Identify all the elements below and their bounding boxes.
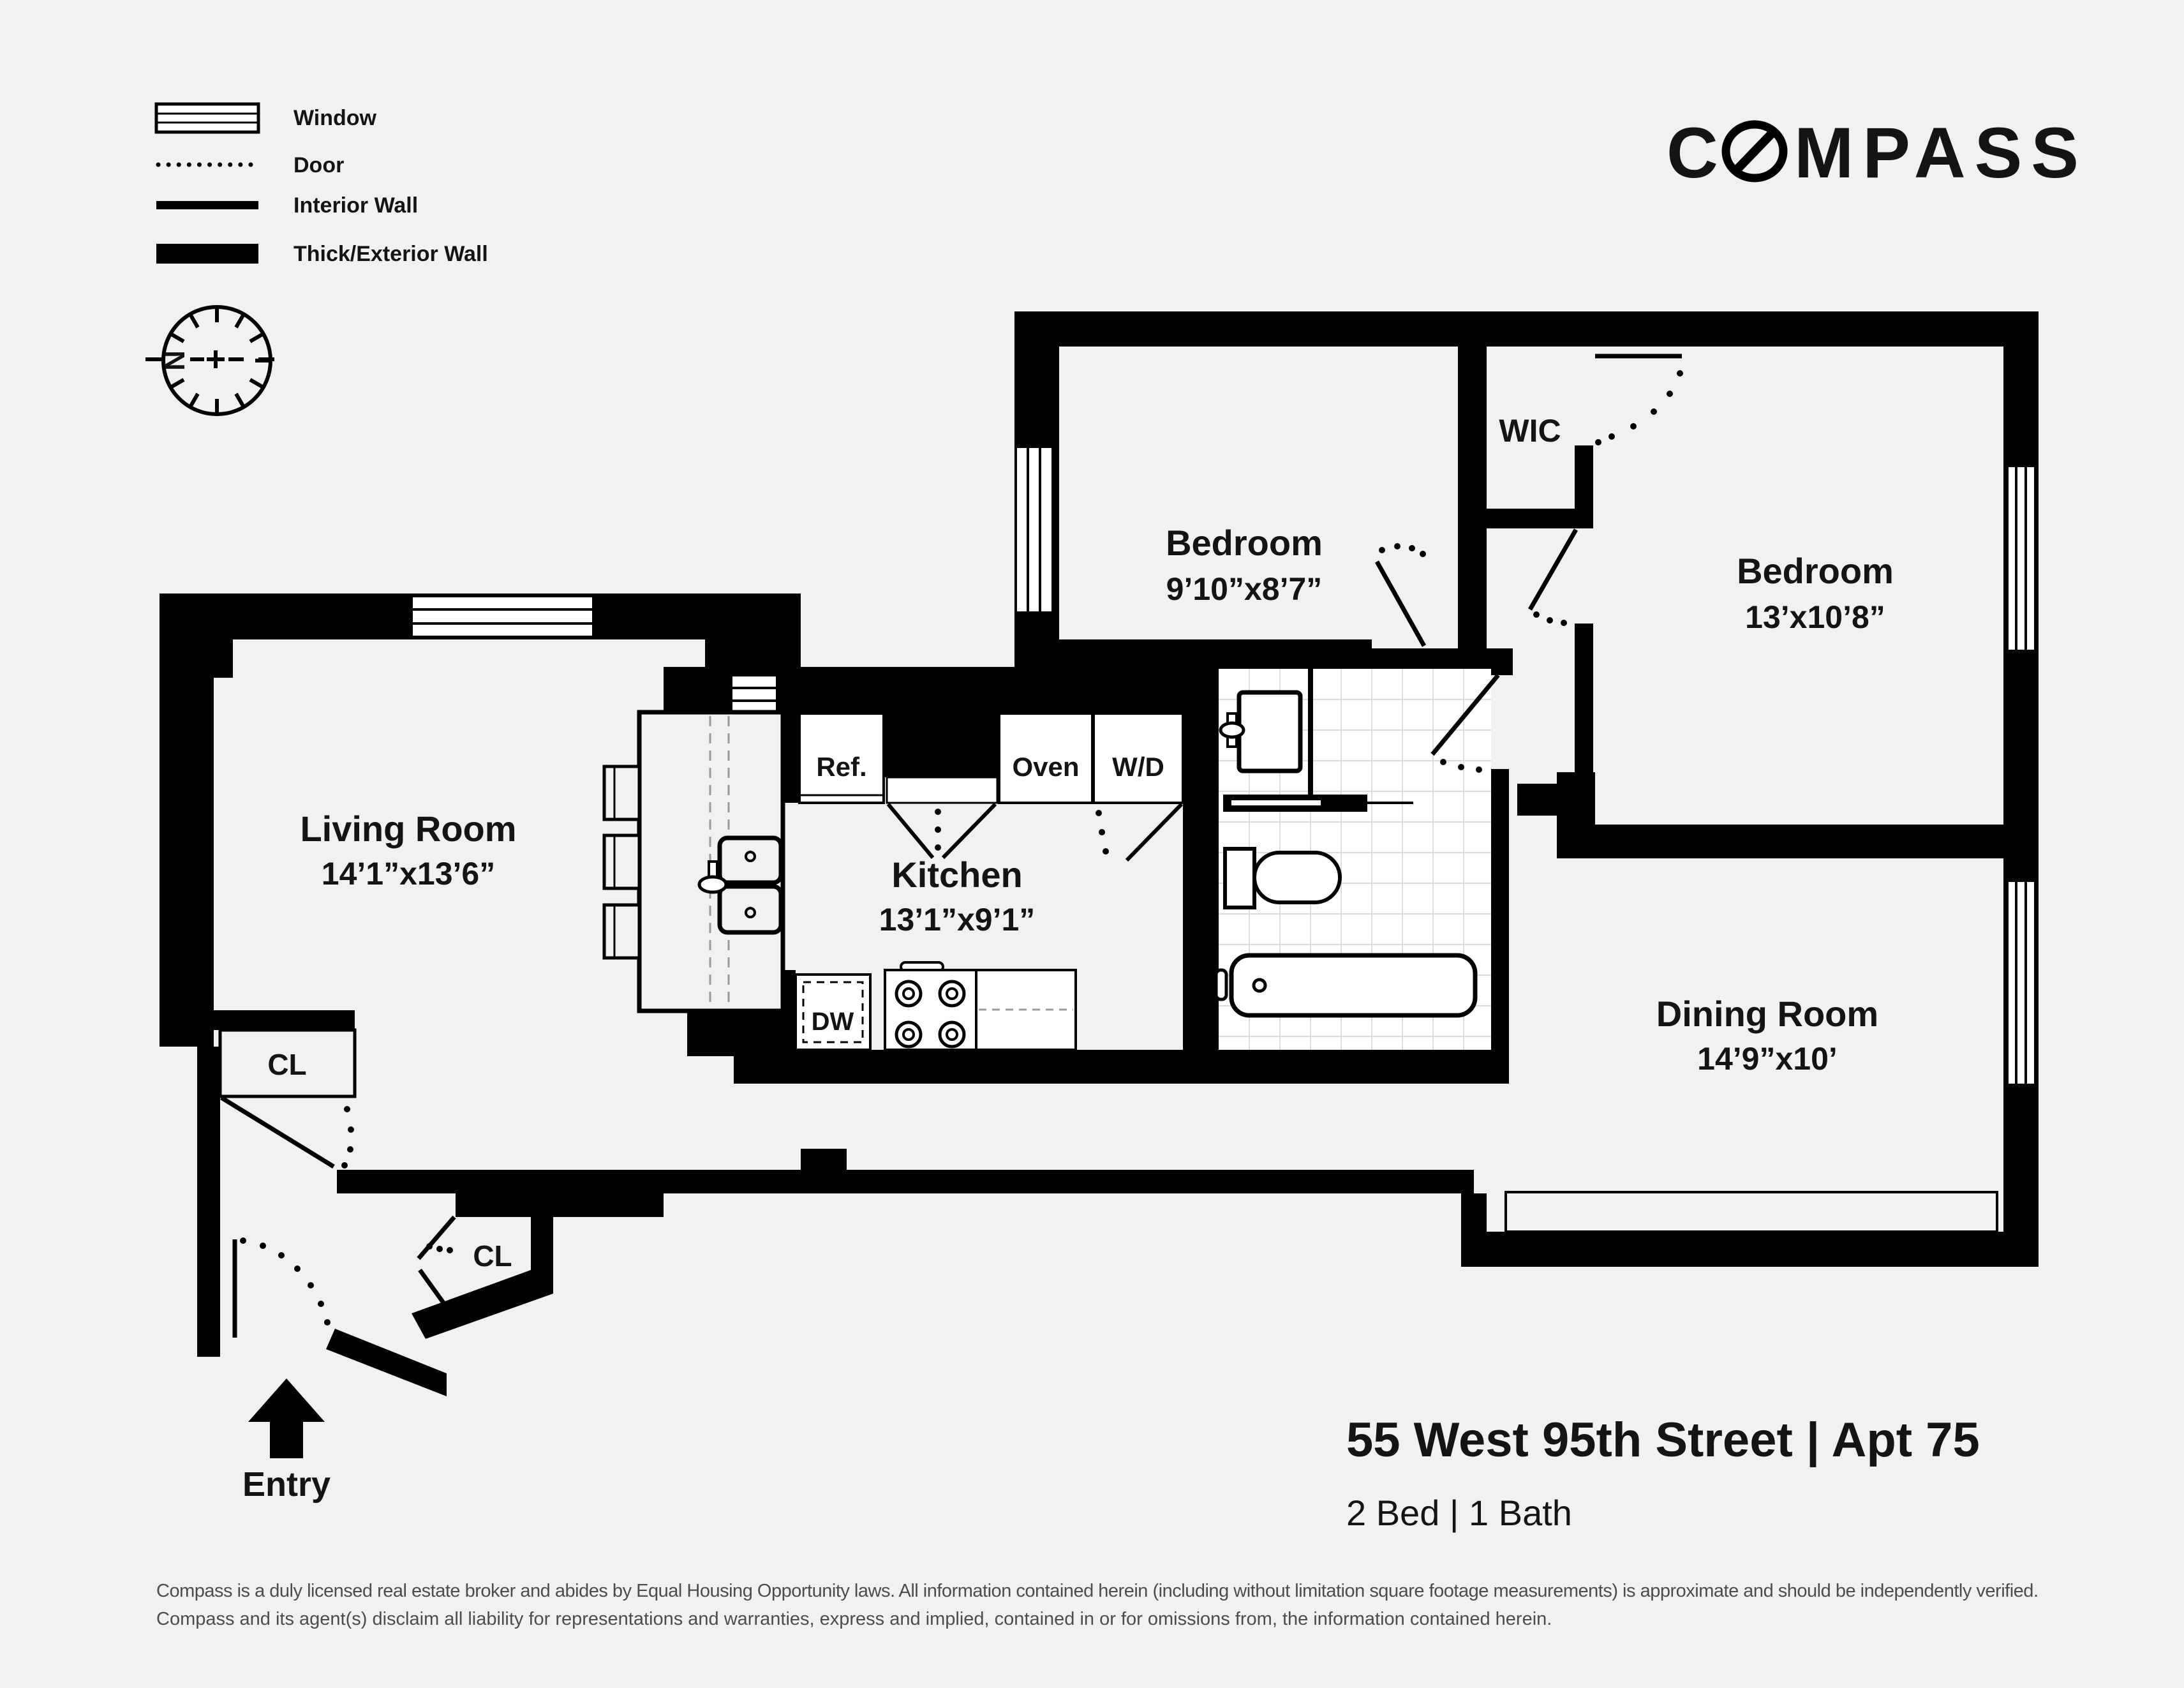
stool <box>604 905 639 958</box>
island-stools <box>604 766 639 958</box>
legend-door-label: Door <box>293 153 345 177</box>
bedroom-large-dims: 13’x10’8” <box>1745 599 1885 635</box>
thick-wall-icon <box>156 244 258 264</box>
compass-rose-icon <box>145 307 274 414</box>
fridge-label: Ref. <box>816 752 867 782</box>
footer <box>156 1413 2039 1629</box>
disclaimer-line-1: Compass is a duly licensed real estate broker and abides by Equal Housing Opportunity laws. All information contained herein (including without limitation square footage measurements) is approximate and should be independently verified. <box>156 1581 2039 1601</box>
stool <box>604 835 639 888</box>
living-room-name: Living Room <box>300 809 517 849</box>
bedroom-large-window-icon <box>2007 466 2035 651</box>
washer-dryer-door-icon <box>1096 804 1182 860</box>
bedroom-small-name: Bedroom <box>1166 523 1323 563</box>
washer-dryer-label: W/D <box>1112 752 1164 782</box>
living-room-window-icon <box>412 596 593 637</box>
dishwasher <box>796 975 870 1050</box>
living-room-dims: 14’1”x13’6” <box>321 856 496 892</box>
compass-logo <box>1667 113 2088 193</box>
logo-text-mpass: MPASS <box>1794 113 2088 193</box>
stove-icon <box>885 962 976 1050</box>
bedroom-small-door-icon <box>1377 543 1426 646</box>
oven-label: Oven <box>1012 752 1080 782</box>
bathtub-icon <box>1216 955 1475 1015</box>
logo-needle-icon <box>1737 133 1772 170</box>
legend-window-label: Window <box>293 106 376 130</box>
entry <box>242 1378 331 1504</box>
entry-door-icon <box>235 1237 331 1338</box>
dining-room-window-icon <box>2007 881 2035 1085</box>
legend <box>156 104 488 266</box>
kitchen-island <box>604 712 783 1011</box>
entry-label: Entry <box>242 1465 331 1504</box>
kitchen-counter-top <box>887 777 997 803</box>
bedroom-small-dims: 9’10”x8’7” <box>1166 571 1323 607</box>
entry-arrow-icon <box>248 1378 325 1458</box>
bedroom-large-name: Bedroom <box>1737 551 1894 591</box>
kitchen-counter-right <box>976 970 1076 1050</box>
toilet-icon <box>1225 849 1340 907</box>
foyer-closet-label: CL <box>267 1048 307 1081</box>
beds-baths: 2 Bed | 1 Bath <box>1346 1493 1572 1533</box>
compass-north-label: N <box>160 350 191 371</box>
logo-text-c: C <box>1667 113 1727 193</box>
legend-thick-wall-label: Thick/Exterior Wall <box>293 242 488 266</box>
bedroom-small-window-icon <box>1016 447 1053 613</box>
wic-door-icon <box>1595 356 1683 445</box>
dining-room-name: Dining Room <box>1656 994 1879 1034</box>
kitchen-window-icon <box>731 675 777 713</box>
dining-ledge <box>1506 1192 1997 1232</box>
hall-closet-door-icon <box>419 1217 454 1313</box>
interior-wall-icon <box>156 201 258 209</box>
legend-interior-wall-label: Interior Wall <box>293 193 419 218</box>
dining-room-dims: 14’9”x10’ <box>1697 1041 1838 1077</box>
dishwasher-label: DW <box>811 1008 854 1036</box>
wic-name: WIC <box>1499 413 1561 449</box>
kitchen-name: Kitchen <box>891 855 1023 895</box>
window-icon <box>156 104 258 132</box>
stool <box>604 766 639 819</box>
address-title: 55 West 95th Street | Apt 75 <box>1346 1413 1980 1467</box>
kitchen-bifold-door-icon <box>888 804 995 858</box>
foyer-closet-door-icon <box>221 1098 354 1169</box>
bedroom-large-door-icon <box>1530 530 1576 626</box>
kitchen-dims: 13’1”x9’1” <box>879 902 1036 937</box>
disclaimer-line-2: Compass and its agent(s) disclaim all liability for representations and warranties, express and implied, contained in or for omissions from, the information contained herein. <box>156 1609 1552 1629</box>
hall-closet-label: CL <box>473 1239 512 1273</box>
legend-window-symbol <box>156 104 258 132</box>
